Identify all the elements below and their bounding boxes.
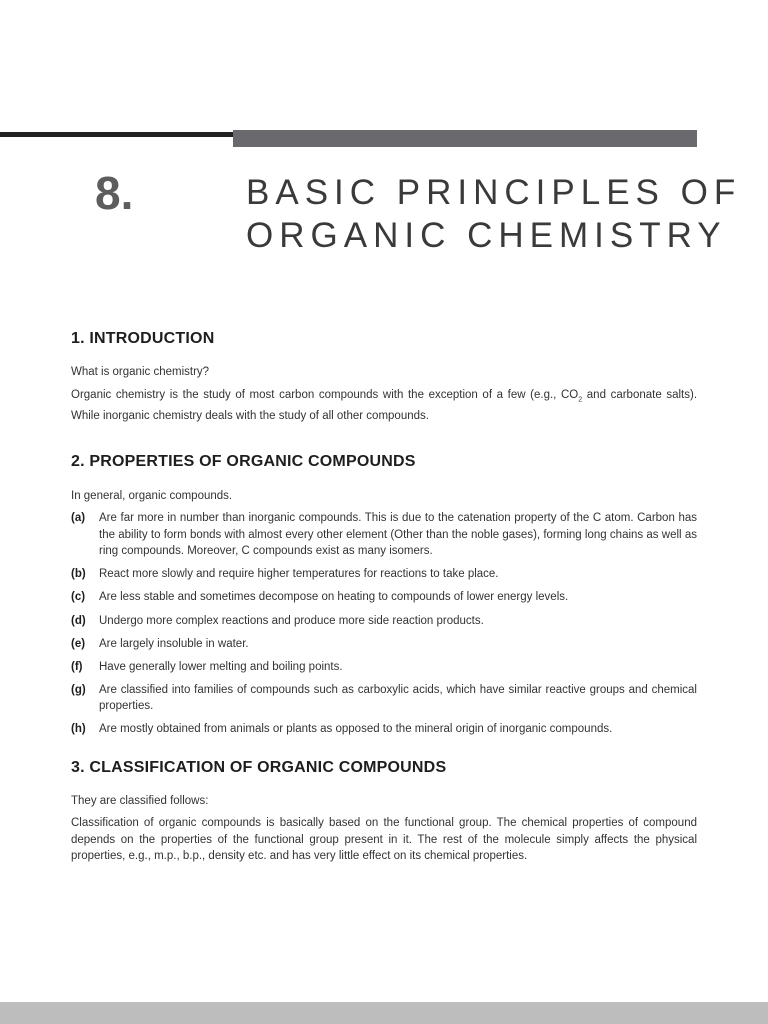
list-item-label: (h) [71,723,86,736]
list-item [71,721,697,738]
list-item-label: (c) [71,591,86,604]
chapter-title-line1: BASIC PRINCIPLES OF [246,173,742,212]
section-heading-introduction: 1. INTRODUCTION [71,330,215,347]
co2-subscript: 2 [578,395,583,403]
list-item-label: (a) [71,512,86,525]
section-heading-classification: 3. CLASSIFICATION OF ORGANIC COMPOUNDS [71,758,447,776]
list-item-text: React more slowly and require higher temperatures for reactions to take place. [99,568,499,581]
chapter-title-line2: ORGANIC CHEMISTRY [246,216,727,255]
list-item-label: (g) [71,683,86,696]
list-item [71,613,697,630]
chapter-title [246,171,742,257]
properties-list [71,510,697,738]
list-item [71,589,697,606]
chapter-number: 8. [95,167,134,219]
list-item-text: Are mostly obtained from animals or plants as opposed to the mineral origin of inorganic compounds. [99,723,613,736]
page-content [71,330,697,865]
intro-paragraph [71,387,697,425]
list-item-label: (b) [71,568,86,581]
list-item [71,510,697,560]
list-item-text: Are far more in number than inorganic compounds. This is due to the catenation property of the C atom. Carbon has the ability to form bonds with almost every other element (Other than the noble gases), forming long chains as well as ring compounds. Moreover, C compounds exist as many isomers. [99,512,697,558]
list-item-text: Undergo more complex reactions and produce more side reaction products. [99,614,484,627]
footer-bar [0,1002,768,1024]
list-item-label: (f) [71,660,83,673]
header-rule-black [0,132,233,137]
classification-intro: They are classified follows: [71,794,209,807]
list-item [71,566,697,583]
section-heading-properties: 2. PROPERTIES OF ORGANIC COMPOUNDS [71,452,416,470]
classification-paragraph: Classification of organic compounds is basically based on the functional group. The chemical properties of compound depends on the properties of the functional group present in it. The rest of the molecule simply affects the physical properties, e.g., m.p., b.p., density etc. and has very little effect on its chemical properties. [71,817,697,863]
intro-paragraph-part1: Organic chemistry is the study of most carbon compounds with the exception of a few (e.g., CO [71,388,579,401]
list-item [71,659,697,676]
list-item [71,682,697,715]
intro-question: What is organic chemistry? [71,366,210,378]
header-rule-grey [233,130,697,147]
list-item-text: Are largely insoluble in water. [99,637,249,650]
list-item-label: (d) [71,614,86,627]
list-item-text: Are less stable and sometimes decompose on heating to compounds of lower energy levels. [99,591,569,604]
list-item-text: Are classified into families of compounds such as carboxylic acids, which have similar reactive groups and chemical properties. [99,683,697,713]
list-item [71,636,697,653]
list-item-label: (e) [71,637,86,650]
list-item-text: Have generally lower melting and boiling points. [99,660,343,673]
properties-intro: In general, organic compounds. [71,489,233,502]
intro-paragraph-part2: and carbonate salts). While inorganic chemistry deals with the study of all other compounds. [71,388,698,423]
